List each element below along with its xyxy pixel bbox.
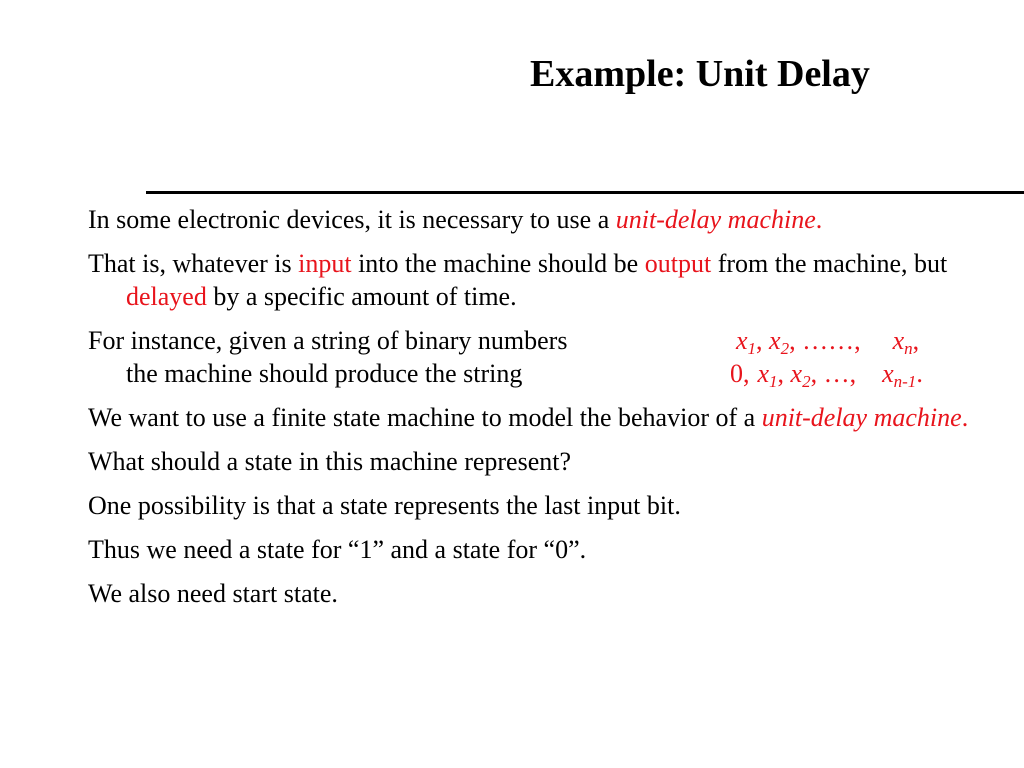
output-sequence: [730, 357, 923, 398]
p7-quote-1: “1”: [347, 535, 384, 564]
paragraph-finite-state-machine: [88, 401, 1018, 434]
p2-text-a: That is, whatever is: [88, 249, 299, 278]
seq1-x2: x: [769, 326, 781, 355]
seq2-sub1: 1: [769, 372, 778, 391]
paragraph-unit-delay-intro: [88, 203, 1018, 236]
seq1-x1: x: [736, 326, 748, 355]
paragraph-state-question: What should a state in this machine represent?: [88, 447, 572, 476]
p7-text-a: Thus we need a state for: [88, 535, 348, 564]
p1-text: In some electronic devices, it is necessary to use a: [88, 205, 616, 234]
seq2-xn: x: [882, 359, 894, 388]
seq1-end: ,: [912, 326, 920, 355]
p4-end: .: [961, 403, 969, 432]
p2-text-g: by a specific amount of time.: [206, 282, 517, 311]
seq2-x2: x: [790, 359, 803, 388]
p2-text-e: from the machine, but: [711, 249, 948, 278]
p7-text-b: and a state for: [384, 535, 544, 564]
p4-text: We want to use a finite state machine to model the behavior of a: [88, 403, 762, 432]
seq2-x1: x: [757, 359, 770, 388]
p3-line2: the machine should produce the string: [126, 359, 523, 388]
p4-term: unit-delay machine: [761, 403, 962, 432]
paragraph-last-input-bit: One possibility is that a state represents the last input bit.: [88, 491, 681, 520]
p7-end: .: [579, 535, 587, 564]
seq2-zero: 0,: [730, 359, 750, 388]
title-divider: [146, 191, 1024, 194]
p2-input: input: [298, 249, 352, 278]
seq1-xn: x: [892, 326, 905, 355]
paragraph-start-state: We also need start state.: [88, 579, 338, 608]
p2-text-c: into the machine should be: [351, 249, 645, 278]
paragraph-input-output: [88, 247, 1018, 313]
p2-delayed: delayed: [126, 282, 207, 311]
seq2-subn: n-1: [893, 372, 917, 391]
p1-end: .: [815, 205, 823, 234]
seq1-sep1: ,: [756, 326, 770, 355]
seq2-sep1: ,: [777, 359, 791, 388]
paragraph-states-1-0: [88, 533, 1018, 566]
seq1-subn: n: [904, 339, 913, 358]
seq1-sub1: 1: [747, 339, 757, 358]
p7-quote-0: “0”: [543, 535, 580, 564]
seq1-sep2: , ……,: [789, 326, 861, 355]
p1-term: unit-delay machine: [615, 205, 816, 234]
p2-output: output: [644, 249, 712, 278]
seq2-sub2: 2: [802, 372, 811, 391]
slide-body: [88, 203, 1018, 621]
paragraph-example-strings: [88, 324, 1018, 390]
slide-title: Example: Unit Delay: [530, 53, 870, 95]
p3-line1: For instance, given a string of binary numbers: [88, 326, 568, 355]
seq1-sub2: 2: [780, 339, 790, 358]
seq2-sep2: , …,: [810, 359, 857, 388]
seq2-end: .: [916, 359, 923, 388]
